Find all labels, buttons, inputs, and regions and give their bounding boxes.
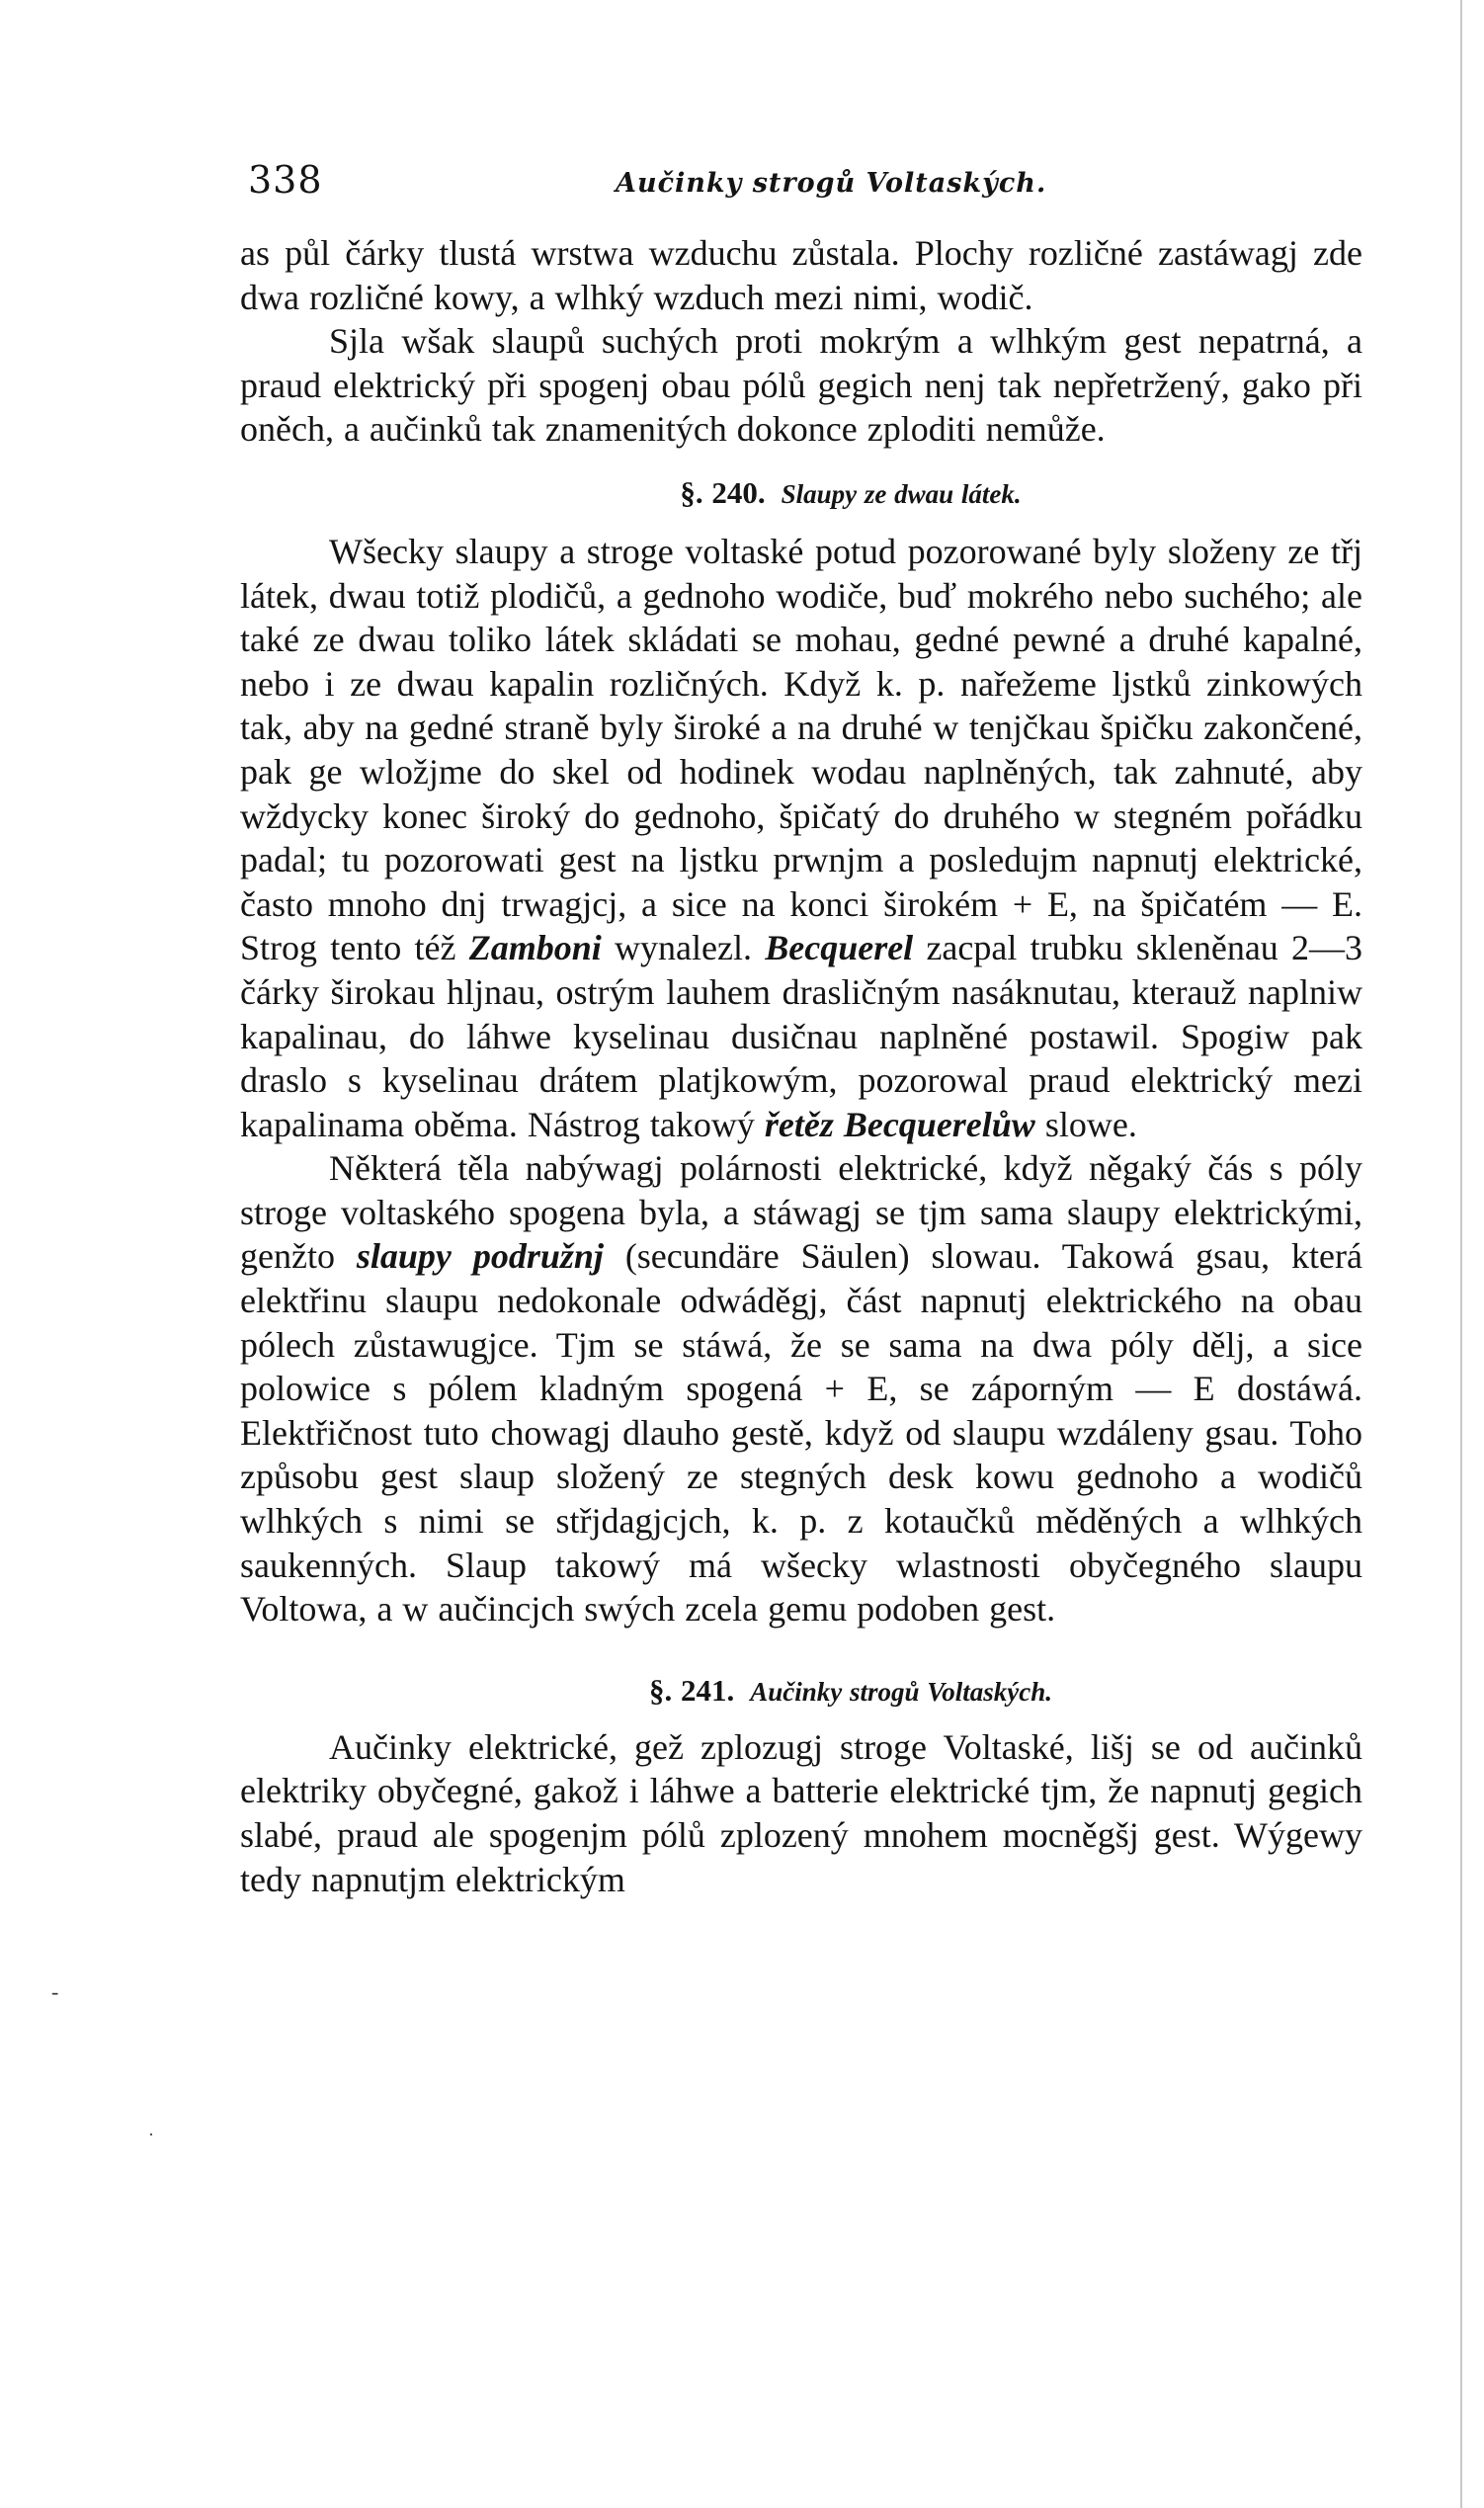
margin-dot-mark: ·	[148, 2125, 154, 2144]
name-becquerel: Becquerel	[765, 928, 914, 968]
paragraph-241: Aučinky elektrické, gež zplozugj stroge Voltaské, lišj se od aučinků elektriky obyčegné, gakož i láhwe a batterie elektrické tjm, že napnutj gegich slabé, praud ale spogenjm pólů zplozený mnohem mocněgšj gest. Wýgewy tedy napnutjm elektrickým	[240, 1726, 1362, 1899]
paragraph-240-text-1: Wšecky slaupy a stroge voltaské potud pozorowané byly složeny ze třj látek, dwau totiž plodičů, a gednoho wodiče, buď mokrého nebo suchého; ale také ze dwau toliko látek skládati se mohau, gedné pewné a druhé kapalné, nebo i ze dwau kapalin rozličných. Když k. p. nařežeme ljstků zinkowých tak, aby na gedné straně byly široké a na druhé w tenjčkau špičku zakončené, pak ge wložjme do skel od hodinek wodau naplněných, tak zahnuté, aby wždycky konec široký do gednoho, špičatý do druhého w stegném pořádku padal; tu pozorowati gest na ljstku prwnjm a posledujm napnutj elektrické, často mnoho dnj trwagjcj, a sice na konci širokém + E, na špičatém — E. Strog tento též	[240, 531, 1362, 968]
margin-dash-mark: -	[51, 1979, 59, 2004]
term-slaupy-podruzne: slaupy podružnj	[356, 1236, 604, 1277]
running-head	[240, 158, 1362, 213]
paragraph-sjla: Sjla wšak slaupů suchých proti mokrým a wlhkým gest nepatrná, a praud elektrický při spogenj obau pólů gegich nenj tak nepřetržený, gako při oněch, a aučinků tak znamenitých dokonce zploditi nemůže.	[240, 321, 1362, 450]
section-number-240: §. 240.	[680, 474, 766, 510]
page-edge-line	[1460, 0, 1462, 2508]
running-title: Aučinky strogů Voltaských.	[616, 168, 1047, 199]
book-page	[240, 158, 1362, 1901]
section-heading-241	[240, 1669, 1362, 1714]
section-number-241: §. 241.	[648, 1672, 735, 1708]
section-title-241: Aučinky strogů Voltaských.	[750, 1676, 1053, 1707]
section-heading-240	[240, 471, 1362, 516]
paragraph-240-text-4: slowe.	[1044, 1104, 1137, 1144]
paragraph-polarity-text-1: Některá těla nabýwagj polárnosti elektrické, když něgaký čás s póly stroge voltaského spogena byla, a stáwagj se tjm sama slaupy elektrickými, genžto	[240, 1148, 1362, 1277]
name-zamboni: Zamboni	[468, 928, 602, 968]
paragraph-240-text-3: zacpal trubku skleněnau 2—3 čárky širokau hljnau, ostrým lauhem drasličným nasáknutau, kterauž naplniw kapalinau, do láhwe kyselinau dusičnau naplněné postawil. Spogiw pak draslo s kyselinau drátem platjkowým, pozorowal praud elektrický mezi kapalinama oběma. Nástrog takowý	[240, 928, 1363, 1144]
paragraph-polarity-text-2: (secundäre Säulen) slowau. Takowá gsau, která elektřinu slaupu nedokonale odwáděgj, část napnutj elektrického na obau pólech zůstawugjce. Tjm se stáwá, že se sama na dwa póly dělj, a sice polowice s pólem kladným spogená + E, se záporným — E dostáwá. Elektřičnost tuto chowagj dlauho gestě, když od slaupu wzdáleny gsau. Toho způsobu gest slaup složený ze stegných desk kowu gednoho a wodičů wlhkých s nimi se střjdagjcjch, k. p. z kotaučků měděných a wlhkých saukenných. Slaup takowý má wšecky wlastnosti obyčegného slaupu Voltowa, a w aučincjch swých zcela gemu podoben gest.	[240, 1236, 1362, 1630]
section-title-240: Slaupy ze dwau látek.	[781, 478, 1022, 509]
paragraph-continuation: as půl čárky tlustá wrstwa wzduchu zůstala. Plochy rozličné zastáwagj zde dwa rozličné kowy, a wlhký wzduch mezi nimi, wodič.	[240, 233, 1362, 317]
paragraph-240-text-2: wynalezl.	[615, 928, 752, 968]
paragraph-240	[240, 530, 1362, 1146]
term-retez-becquerelu: řetěz Becquerelůw	[764, 1104, 1035, 1144]
body-text	[240, 231, 1362, 1901]
paragraph-polarity	[240, 1146, 1362, 1631]
page-number: 338	[248, 158, 323, 202]
